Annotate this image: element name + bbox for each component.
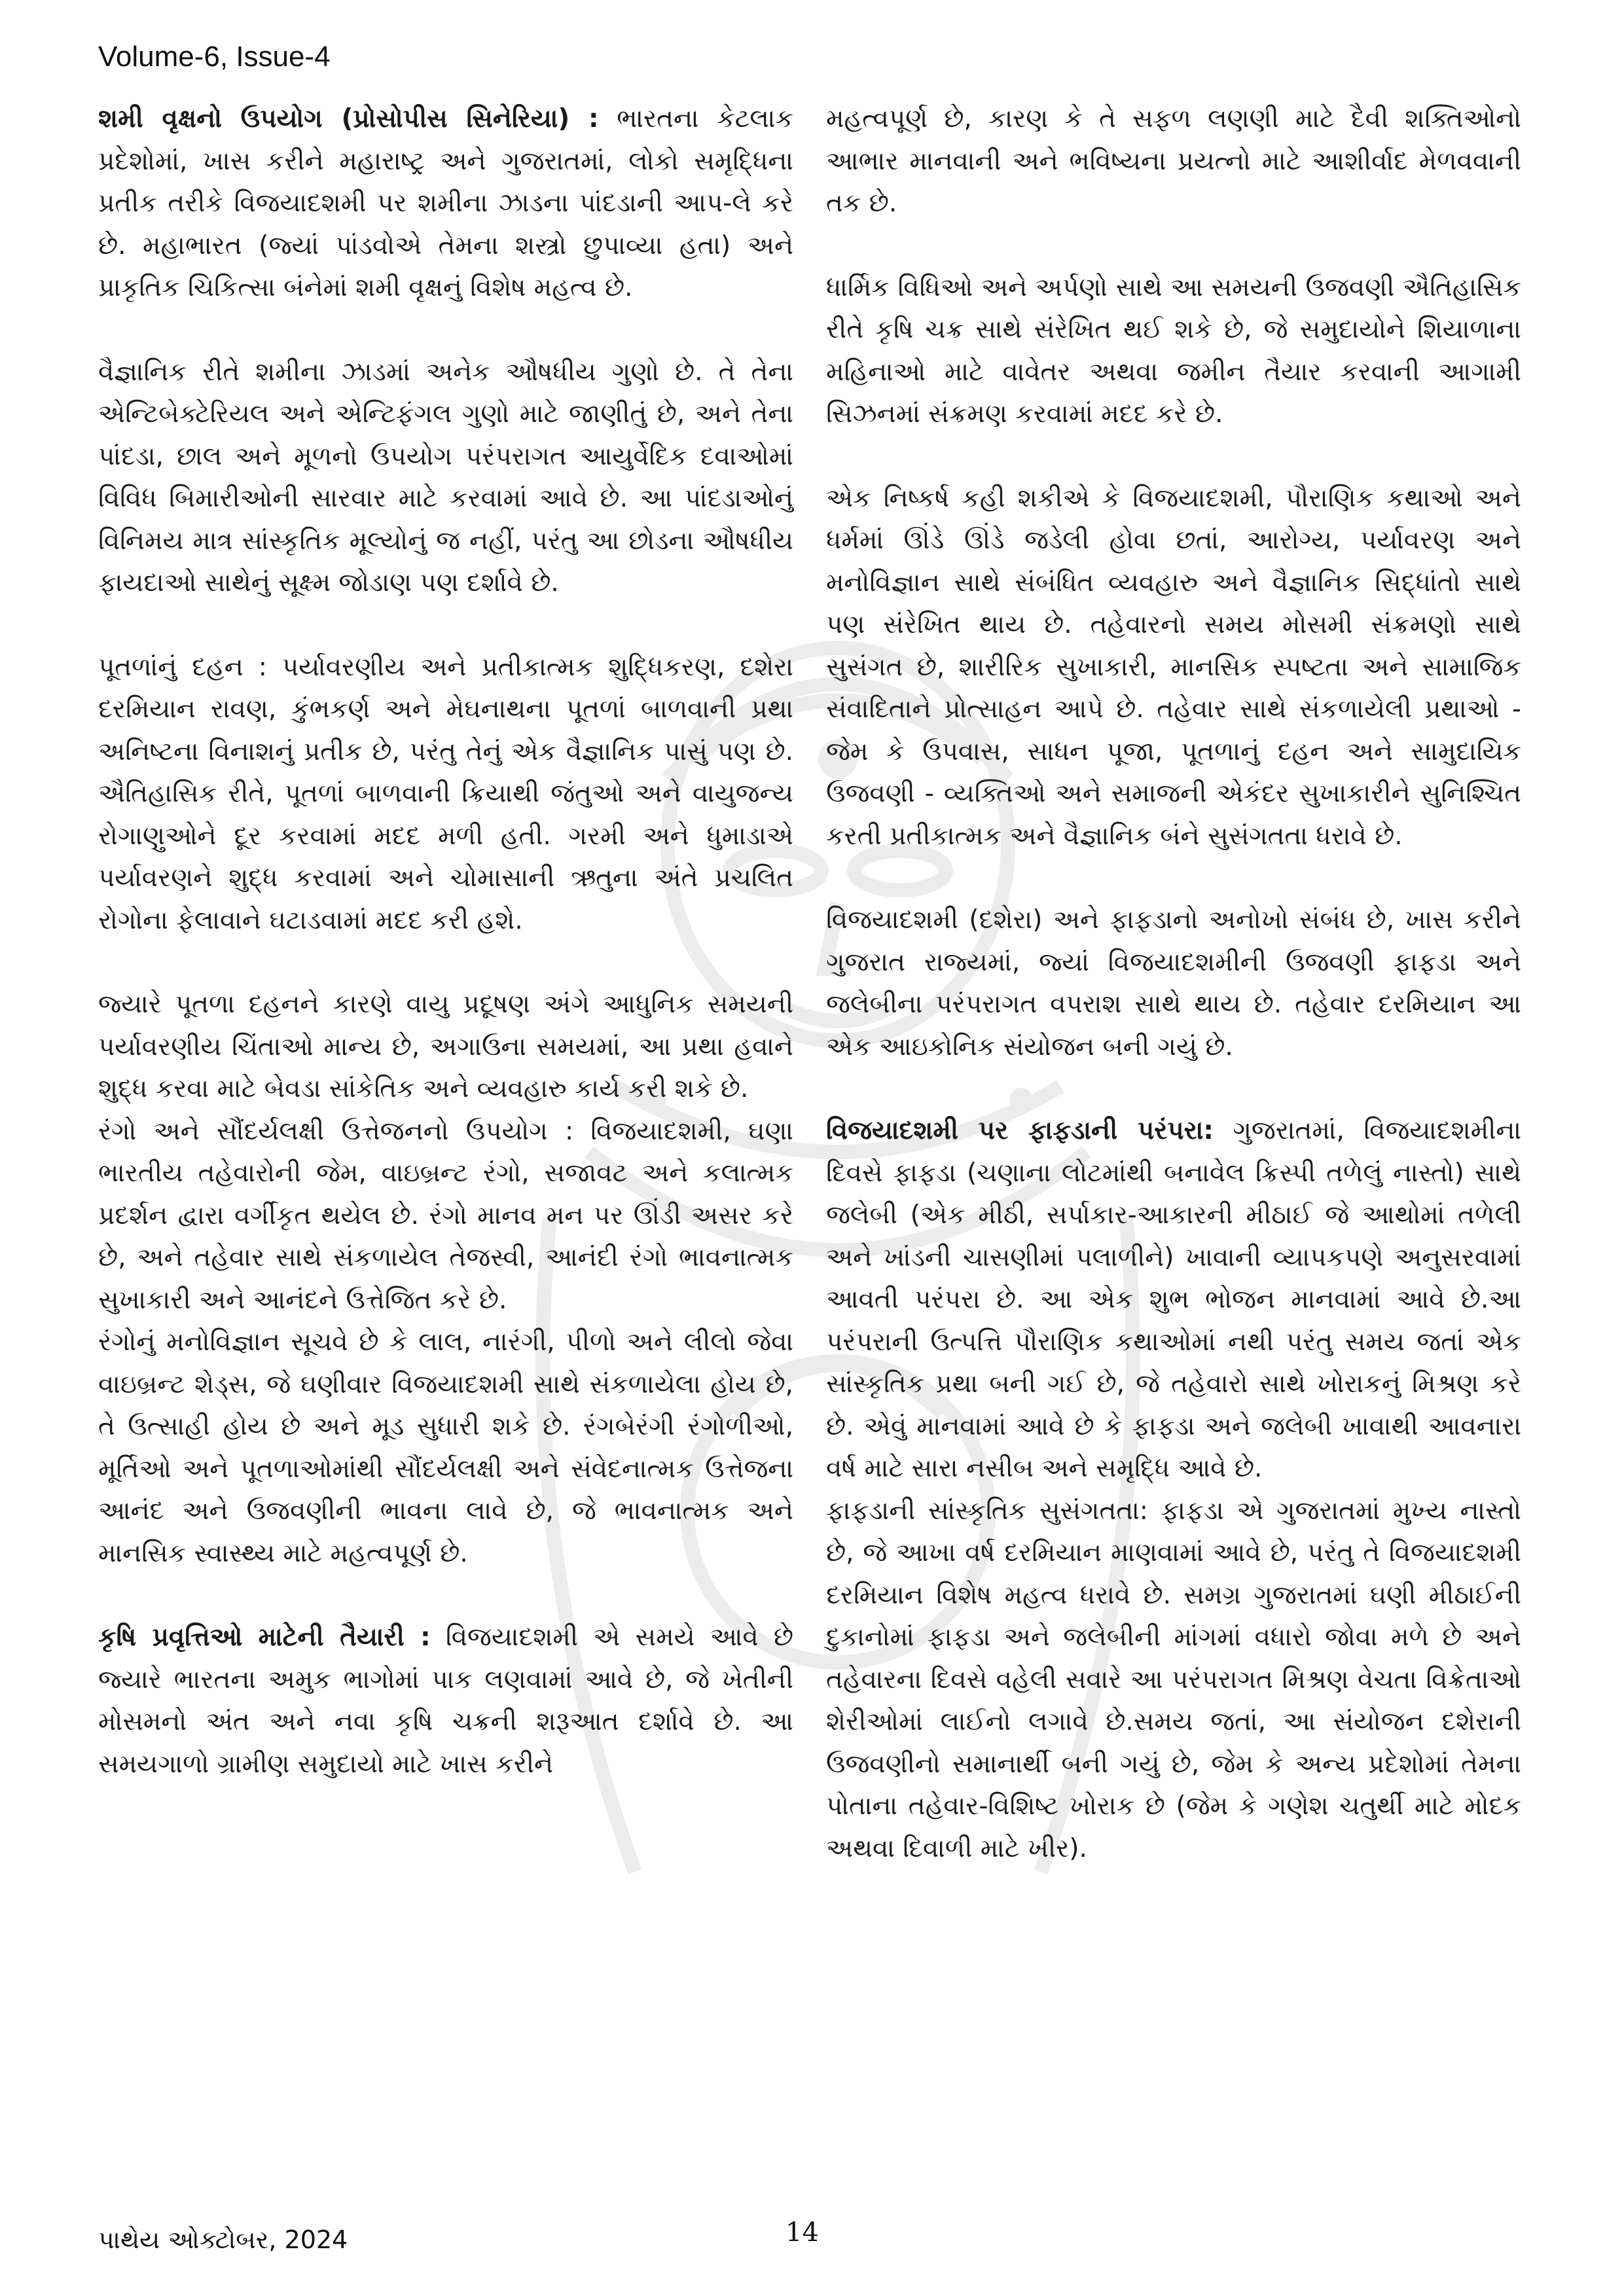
article-paragraph: રંગોનું મનોવિજ્ઞાન સૂચવે છે કે લાલ, નારંગી, પીળો અને લીલો જેવા વાઇબ્રન્ટ શેડ્સ, જે ઘણીવાર વિજયાદશમી સાથે સંકળાયેલા હોય છે, તે ઉત્સાહી હોય છે અને મૂડ સુધારી શકે છે. રંગબેરંગી રંગોળીઓ, મૂર્તિઓ અને પૂતળાઓમાંથી સૌંદર્યલક્ષી અને સંવેદનાત્મક ઉત્તેજના આનંદ અને ઉજવણીની ભાવના લાવે છે, જે ભાવનાત્મક અને માનસિક સ્વાસ્થ્ય માટે મહત્વપૂર્ણ છે.: [98, 1327, 793, 1568]
article-paragraph: વિજયાદશમી પર ફાફડાની પરંપરા: ગુજરાતમાં, વિજયાદશમીના દિવસે ફાફડા (ચણાના લોટમાંથી બનાવેલ ક્રિસ્પી તળેલું નાસ્તો) સાથે જલેબી (એક મીઠી, સર્પાકાર-આકારની મીઠાઈ જે આથોમાં તળેલી અને ખાંડની ચાસણીમાં પલાળીને) ખાવાની વ્યાપકપણે અનુસરવામાં આવતી પરંપરા છે. આ એક શુભ ભોજન માનવામાં આવે છે.આ પરંપરાની ઉત્પત્તિ પૌરાણિક કથાઓમાં નથી પરંતુ સમય જતાં એક સાંસ્કૃતિક પ્રથા બની ગઈ છે, જે તહેવારો સાથે ખોરાકનું મિશ્રણ કરે છે. એવું માનવામાં આવે છે કે ફાફડા અને જલેબી ખાવાથી આવનારા વર્ષ માટે સારા નસીબ અને સમૃદ્ધિ આવે છે.: [826, 1116, 1521, 1483]
article-paragraph: મહત્વપૂર્ણ છે, કારણ કે તે સફળ લણણી માટે દૈવી શક્તિઓનો આભાર માનવાની અને ભવિષ્યના પ્રયત્નો માટે આશીર્વાદ મેળવવાની તક છે.: [826, 104, 1521, 218]
article-paragraph: વિજયાદશમી (દશેરા) અને ફાફડાનો અનોખો સંબંધ છે, ખાસ કરીને ગુજરાત રાજ્યમાં, જ્યાં વિજયાદશમીની ઉજવણી ફાફડા અને જલેબીના પરંપરાગત વપરાશ સાથે થાય છે. તહેવાર દરમિયાન આ એક આઇકોનિક સંયોજન બની ગયું છે.: [826, 905, 1521, 1062]
article-paragraph: જ્યારે પૂતળા દહનને કારણે વાયુ પ્રદૂષણ અંગે આધુનિક સમયની પર્યાવરણીય ચિંતાઓ માન્ય છે, અગાઉના સમયમાં, આ પ્રથા હવાને શુદ્ધ કરવા માટે બેવડા સાંકેતિક અને વ્યવહારુ કાર્ય કરી શકે છે.: [98, 990, 793, 1103]
left-column: [98, 98, 793, 1785]
article-paragraph: એક નિષ્કર્ષ કહી શકીએ કે વિજયાદશમી, પૌરાણિક કથાઓ અને ધર્મમાં ઊંડે ઊંડે જડેલી હોવા છતાં, આરોગ્ય, પર્યાવરણ અને મનોવિજ્ઞાન સાથે સંબંધિત વ્યવહારુ અને વૈજ્ઞાનિક સિદ્ધાંતો સાથે પણ સંરેખિત થાય છે. તહેવારનો સમય મોસમી સંક્રમણો સાથે સુસંગત છે, શારીરિક સુખાકારી, માનસિક સ્પષ્ટતા અને સામાજિક સંવાદિતાને પ્રોત્સાહન આપે છે. તહેવાર સાથે સંકળાયેલી પ્રથાઓ - જેમ કે ઉપવાસ, સાધન પૂજા, પૂતળાનું દહન અને સામુદાયિક ઉજવણી - વ્યક્તિઓ અને સમાજની એકંદર સુખાકારીને સુનિશ્ચિત કરતી પ્રતીકાત્મક અને વૈજ્ઞાનિક બંને સુસંગતતા ધરાવે છે.: [826, 483, 1521, 851]
article-paragraph: પૂતળાંનું દહન : પર્યાવરણીય અને પ્રતીકાત્મક શુદ્ધિકરણ, દશેરા દરમિયાન રાવણ, કુંભકર્ણ અને મેઘનાથના પૂતળાં બાળવાની પ્રથા અનિષ્ટના વિનાશનું પ્રતીક છે, પરંતુ તેનું એક વૈજ્ઞાનિક પાસું પણ છે. ઐતિહાસિક રીતે, પૂતળાં બાળવાની ક્રિયાથી જંતુઓ અને વાયુજન્ય રોગાણુઓને દૂર કરવામાં મદદ મળી હતી. ગરમી અને ધુમાડાએ પર્યાવરણને શુદ્ધ કરવામાં અને ચોમાસાની ઋતુના અંતે પ્રચલિત રોગોના ફેલાવાને ઘટાડવામાં મદદ કરી હશે.: [98, 652, 793, 935]
article-paragraph: કૃષિ પ્રવૃત્તિઓ માટેની તૈયારી : વિજયાદશમી એ સમયે આવે છે જ્યારે ભારતના અમુક ભાગોમાં પાક લણવામાં આવે છે, જે ખેતીની મોસમનો અંત અને નવા કૃષિ ચક્રની શરૂઆત દર્શાવે છે. આ સમયગાળો ગ્રામીણ સમુદાયો માટે ખાસ કરીને: [98, 1623, 793, 1779]
article-paragraph: રંગો અને સૌંદર્યલક્ષી ઉત્તેજનનો ઉપયોગ : વિજયાદશમી, ઘણા ભારતીય તહેવારોની જેમ, વાઇબ્રન્ટ રંગો, સજાવટ અને કલાત્મક પ્રદર્શન દ્વારા વર્ગીકૃત થયેલ છે. રંગો માનવ મન પર ઊંડી અસર કરે છે, અને તહેવાર સાથે સંકળાયેલ તેજસ્વી, આનંદી રંગો ભાવનાત્મક સુખાકારી અને આનંદને ઉત્તેજિત કરે છે.: [98, 1116, 793, 1315]
article-paragraph: શમી વૃક્ષનો ઉપયોગ (પ્રોસોપીસ સિનેરિયા) : ભારતના કેટલાક પ્રદેશોમાં, ખાસ કરીને મહારાષ્ટ્ર અને ગુજરાતમાં, લોકો સમૃદ્ધિના પ્રતીક તરીકે વિજયાદશમી પર શમીના ઝાડના પાંદડાની આપ-લે કરે છે. મહાભારત (જ્યાં પાંડવોએ તેમના શસ્ત્રો છુપાવ્યા હતા) અને પ્રાકૃતિક ચિકિત્સા બંનેમાં શમી વૃક્ષનું વિશેષ મહત્વ છે.: [98, 104, 793, 302]
article-paragraph: વૈજ્ઞાનિક રીતે શમીના ઝાડમાં અનેક ઔષધીય ગુણો છે. તે તેના એન્ટિબેક્ટેરિયલ અને એન્ટિફંગલ ગુણો માટે જાણીતું છે, અને તેના પાંદડા, છાલ અને મૂળનો ઉપયોગ પરંપરાગત આયુર્વેદિક દવાઓમાં વિવિધ બિમારીઓની સારવાર માટે કરવામાં આવે છે. આ પાંદડાઓનું વિનિમય માત્ર સાંસ્કૃતિક મૂલ્યોનું જ નહીં, પરંતુ આ છોડના ઔષધીય ફાયદાઓ સાથેનું સૂક્ષ્મ જોડાણ પણ દર્શાવે છે.: [98, 357, 793, 598]
volume-issue-label: Volume-6, Issue-4: [98, 41, 331, 73]
section-heading: વિજયાદશમી પર ફાફડાની પરંપરા:: [826, 1116, 1214, 1145]
publication-footer: પાથેય ઓક્ટોબર, 2024: [98, 2225, 348, 2254]
section-heading: શમી વૃક્ષનો ઉપયોગ (પ્રોસોપીસ સિનેરિયા) :: [98, 104, 599, 134]
article-paragraph: ફાફડાની સાંસ્કૃતિક સુસંગતતા: ફાફડા એ ગુજરાતમાં મુખ્ય નાસ્તો છે, જે આખા વર્ષ દરમિયાન માણવામાં આવે છે, પરંતુ તે વિજયાદશમી દરમિયાન વિશેષ મહત્વ ધરાવે છે. સમગ્ર ગુજરાતમાં ઘણી મીઠાઈની દુકાનોમાં ફાફડા અને જલેબીની માંગમાં વધારો જોવા મળે છે અને તહેવારના દિવસે વહેલી સવારે આ પરંપરાગત મિશ્રણ વેચતા વિક્રેતાઓ શેરીઓમાં લાઈનો લગાવે છે.સમય જતાં, આ સંયોજન દશેરાની ઉજવણીનો સમાનાર્થી બની ગયું છે, જેમ કે અન્ય પ્રદેશોમાં તેમના પોતાના તહેવાર-વિશિષ્ટ ખોરાક છે (જેમ કે ગણેશ ચતુર્થી માટે મોદક અથવા દિવાળી માટે ખીર).: [826, 1496, 1521, 1863]
section-heading: કૃષિ પ્રવૃત્તિઓ માટેની તૈયારી :: [98, 1623, 431, 1652]
right-column: [826, 98, 1521, 1870]
article-paragraph: ધાર્મિક વિધિઓ અને અર્પણો સાથે આ સમયની ઉજવણી ઐતિહાસિક રીતે કૃષિ ચક્ર સાથે સંરેખિત થઈ શકે છે, જે સમુદાયોને શિયાળાના મહિનાઓ માટે વાવેતર અથવા જમીન તૈયાર કરવાની આગામી સિઝનમાં સંક્રમણ કરવામાં મદદ કરે છે.: [826, 272, 1521, 429]
page-number: 14: [785, 2217, 819, 2248]
